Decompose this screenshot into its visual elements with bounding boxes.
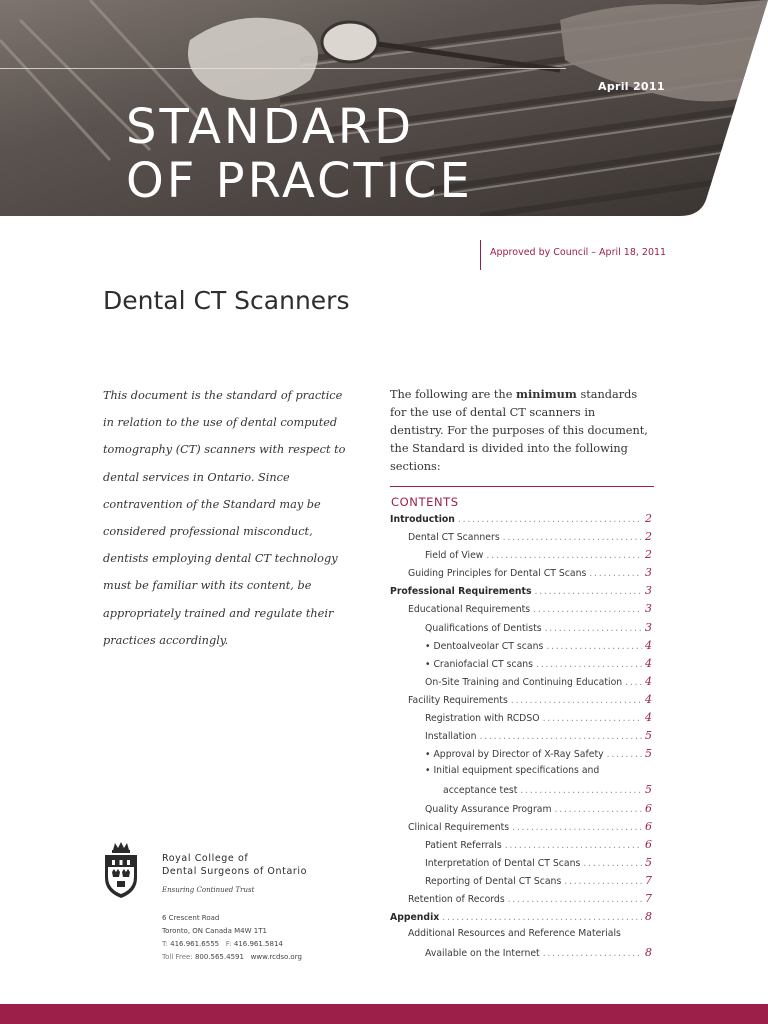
contents-item[interactable] [390, 856, 652, 874]
contents-leader-dots [511, 695, 642, 706]
contents-item-label: Additional Resources and Reference Materials [408, 928, 621, 940]
contents-item-label: Installation [425, 731, 477, 743]
contents-item-page: 5 [645, 855, 652, 869]
contents-item-label: Dental CT Scanners [408, 532, 500, 544]
contents-leader-dots [543, 948, 642, 959]
contents-item[interactable] [390, 838, 652, 856]
contents-item[interactable] [390, 874, 652, 892]
contents-item-label: Introduction [390, 514, 455, 525]
lead-text-after: standards for the use of dental CT scanners in dentistry. For the purposes of this document, the Standard is divided into the following sections: [390, 388, 648, 473]
contents-item-page: 6 [645, 837, 652, 851]
contents-item[interactable] [390, 530, 652, 548]
contents-item[interactable] [390, 928, 652, 946]
contents-item[interactable] [390, 783, 652, 801]
fax-label: F: [225, 940, 232, 948]
organization-address [162, 912, 302, 964]
organization-name-line1: Royal College of [162, 853, 249, 864]
contents-item-page: 3 [645, 620, 652, 634]
contents-item-page: 3 [645, 566, 652, 580]
organization-name-line2: Dental Surgeons of Ontario [162, 866, 308, 877]
contents-item-page: 2 [645, 548, 652, 562]
tollfree-label: Toll Free: [162, 953, 193, 961]
footer-bar [0, 1004, 768, 1024]
contents-leader-dots [564, 876, 642, 887]
contents-item[interactable] [390, 892, 652, 910]
contents-item-page: 7 [645, 891, 652, 905]
lead-paragraph [390, 385, 652, 476]
contents-item-page: 4 [645, 711, 652, 725]
organization-tagline: Ensuring Continued Trust [162, 886, 255, 894]
contents-item[interactable] [390, 621, 652, 639]
contents-leader-dots [458, 514, 642, 525]
contents-item[interactable] [390, 747, 652, 765]
contents-rule [390, 486, 654, 487]
contents-item-page: 4 [645, 656, 652, 670]
contents-leader-dots [442, 912, 642, 923]
contents-item-page: 4 [645, 674, 652, 688]
contents-item[interactable] [390, 675, 652, 693]
contents-item-label: Available on the Internet [425, 948, 540, 960]
contents-item-page: 5 [645, 729, 652, 743]
contents-item[interactable] [390, 657, 652, 675]
contents-leader-dots [535, 586, 643, 597]
contents-item[interactable] [390, 820, 652, 838]
contents-item-page: 7 [645, 873, 652, 887]
contents-item[interactable] [390, 765, 652, 783]
contents-item-page: 4 [645, 692, 652, 706]
contents-item-page: 5 [645, 783, 652, 797]
college-crest-icon [103, 840, 139, 900]
contents-leader-dots [480, 731, 643, 742]
contents-item[interactable] [390, 729, 652, 747]
contents-item[interactable] [390, 584, 652, 602]
contents-heading: CONTENTS [391, 495, 459, 509]
address-line1: 6 Crescent Road [162, 914, 220, 922]
contents-item-page: 2 [645, 530, 652, 544]
publication-date: April 2011 [598, 80, 665, 93]
contents-item[interactable] [390, 548, 652, 566]
contents-item[interactable] [390, 639, 652, 657]
contents-item-label: Qualifications of Dentists [425, 622, 542, 634]
contents-leader-dots [583, 858, 642, 869]
approval-rule [480, 240, 481, 270]
contents-leader-dots [607, 749, 642, 760]
contents-item-label: • Craniofacial CT scans [425, 658, 534, 670]
document-title: Dental CT Scanners [103, 286, 350, 315]
contents-item[interactable] [390, 602, 652, 620]
contents-item[interactable] [390, 946, 652, 964]
phone-number: 416.961.6555 [170, 940, 220, 948]
contents-leader-dots [508, 894, 642, 905]
contents-item-label: Educational Requirements [408, 604, 531, 616]
contents-leader-dots [512, 822, 642, 833]
tollfree-line [162, 951, 302, 964]
contents-item-label: On-Site Training and Continuing Education [425, 676, 623, 688]
contents-item-label: Professional Requirements [390, 586, 532, 598]
organization-name [162, 852, 307, 878]
contents-leader-dots [589, 568, 642, 579]
contents-leader-dots [536, 659, 642, 670]
contents-item-label: Facility Requirements [408, 694, 508, 706]
approval-note: Approved by Council – April 18, 2011 [490, 247, 667, 258]
contents-item[interactable] [390, 711, 652, 729]
contents-item-label: • Approval by Director of X-Ray Safety [425, 749, 604, 761]
contents-leader-dots [520, 785, 642, 796]
contents-leader-dots [546, 641, 642, 652]
contents-item-label: Field of View [425, 550, 484, 562]
contents-item-label: Registration with RCDSO [425, 713, 540, 725]
contents-item-page: 8 [645, 946, 652, 960]
standard-title-line1: STANDARD [126, 99, 415, 155]
contents-item-label: Retention of Records [408, 893, 505, 905]
contents-list [390, 512, 652, 964]
contents-item-label: Appendix [390, 912, 440, 924]
address-line2: Toronto, ON Canada M4W 1T1 [162, 927, 267, 935]
website-link[interactable]: www.rcdso.org [250, 953, 302, 961]
contents-item-label: Interpretation of Dental CT Scans [425, 857, 581, 869]
contents-item-page: 6 [645, 819, 652, 833]
contents-item-page: 5 [645, 747, 652, 761]
contents-leader-dots [555, 804, 642, 815]
contents-item[interactable] [390, 566, 652, 584]
contents-leader-dots [505, 840, 642, 851]
contents-item-label: • Dentoalveolar CT scans [425, 640, 544, 652]
lead-emphasis: minimum [515, 387, 577, 401]
tollfree-number: 800.565.4591 [194, 953, 244, 961]
contents-item-label: Guiding Principles for Dental CT Scans [408, 568, 587, 580]
banner-rule [0, 68, 566, 69]
contents-leader-dots [543, 713, 642, 724]
contents-item-page: 8 [645, 910, 652, 924]
contents-leader-dots [486, 550, 642, 561]
contents-item-page: 6 [645, 801, 652, 815]
contents-item[interactable] [390, 910, 652, 928]
header-banner [0, 0, 768, 216]
contents-item-page: 3 [645, 602, 652, 616]
contents-leader-dots [545, 623, 642, 634]
contents-item-label: Reporting of Dental CT Scans [425, 875, 562, 887]
contents-item-label: • Initial equipment specifications and [425, 765, 600, 777]
contents-item[interactable] [390, 802, 652, 820]
contents-item[interactable] [390, 693, 652, 711]
contents-item-label: Quality Assurance Program [425, 803, 552, 815]
contents-item-label: acceptance test [443, 785, 518, 797]
phone-fax-line [162, 938, 302, 951]
contents-leader-dots [625, 677, 642, 688]
contents-item-page: 4 [645, 638, 652, 652]
contents-item-page: 3 [645, 584, 652, 598]
lead-text-before: The following are the [390, 388, 516, 401]
contents-item-label: Patient Referrals [425, 839, 502, 851]
intro-paragraph: This document is the standard of practice in relation to the use of dental computed tomography (CT) scanners with respect to dental services in Ontario. Since contravention of the Standard may be considered professional misconduct, dentists employing dental CT technology must be familiar with its content, be appropriately trained and regulate their practices accordingly. [103, 389, 346, 647]
contents-leader-dots [503, 532, 642, 543]
contents-item[interactable] [390, 512, 652, 530]
standard-title-line2: OF PRACTICE [126, 153, 473, 209]
contents-item-label: Clinical Requirements [408, 821, 510, 833]
standard-title [126, 100, 473, 208]
phone-label: T: [162, 940, 168, 948]
fax-number: 416.961.5814 [233, 940, 283, 948]
contents-leader-dots [533, 604, 642, 615]
contents-item-page: 2 [645, 512, 652, 525]
